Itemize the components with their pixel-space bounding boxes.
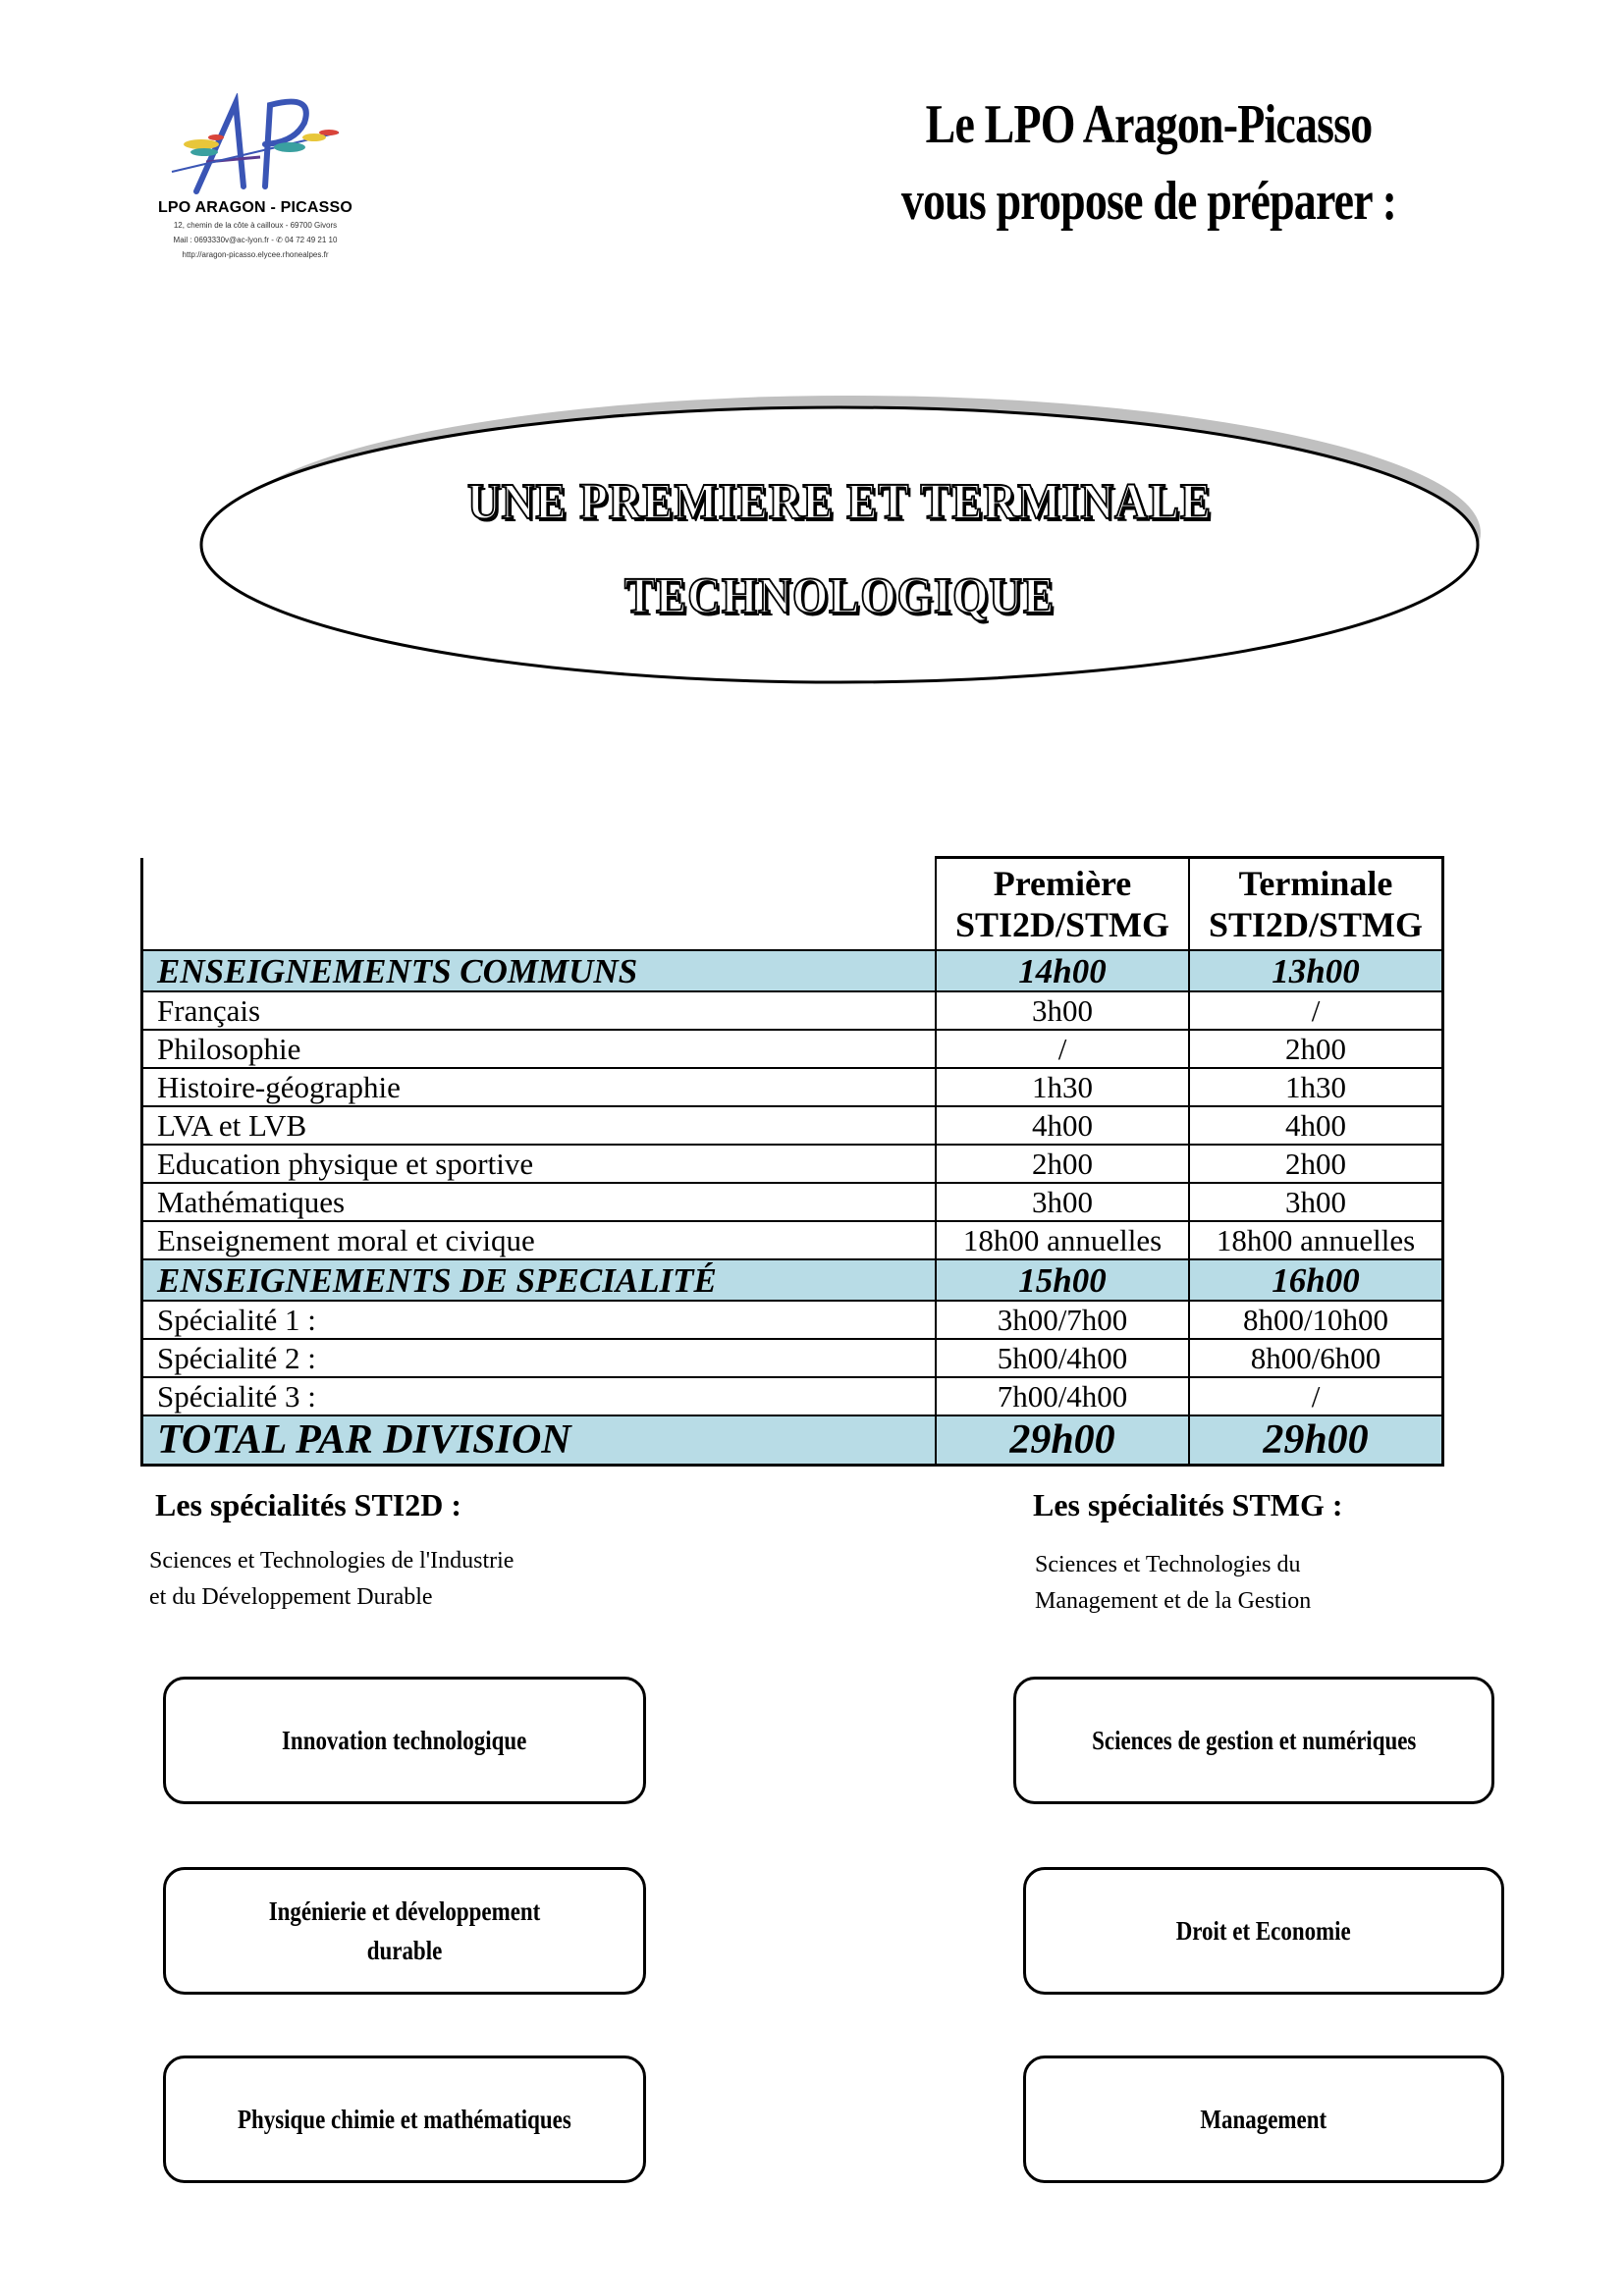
stmg-specialty-box xyxy=(1013,1677,1494,1804)
banner-line-1: UNE PREMIERE ET TERMINALE xyxy=(466,474,1212,530)
total-row xyxy=(142,1415,1443,1466)
stmg-specialty-box xyxy=(1023,2056,1504,2183)
header-terminale xyxy=(1189,858,1443,951)
terminale-cell: 2h00 xyxy=(1189,1030,1443,1068)
header-blank-cell xyxy=(142,858,937,951)
subject-cell: Français xyxy=(142,991,937,1030)
specialty-label: Droit et Economie xyxy=(1175,1916,1352,1946)
section-premiere-hours: 14h00 xyxy=(936,950,1189,991)
subject-cell: Mathématiques xyxy=(142,1183,937,1221)
school-logo xyxy=(147,93,363,270)
subject-cell: Education physique et sportive xyxy=(142,1145,937,1183)
sti2d-title: Les spécialités STI2D : xyxy=(155,1487,461,1522)
premiere-cell: 7h00/4h00 xyxy=(936,1377,1189,1415)
sti2d-desc-line-1: Sciences et Technologies de l'Industrie xyxy=(149,1548,514,1574)
terminale-cell: 18h00 annuelles xyxy=(1189,1221,1443,1259)
table-row xyxy=(142,1377,1443,1415)
stmg-description xyxy=(1035,1547,1311,1620)
premiere-cell: 18h00 annuelles xyxy=(936,1221,1189,1259)
subject-cell: Spécialité 2 : xyxy=(142,1339,937,1377)
subject-cell: Spécialité 1 : xyxy=(142,1301,937,1339)
specialty-label: Management xyxy=(1200,2105,1327,2134)
premiere-cell: 3h00/7h00 xyxy=(936,1301,1189,1339)
header-premiere xyxy=(936,858,1189,951)
subject-cell: Philosophie xyxy=(142,1030,937,1068)
section-premiere-hours: 15h00 xyxy=(936,1259,1189,1301)
header-premiere-line1: Première xyxy=(993,864,1132,903)
banner-ellipse-shape xyxy=(196,393,1483,687)
specialty-label: Sciences de gestion et numériques xyxy=(1091,1726,1417,1755)
subject-cell: Spécialité 3 : xyxy=(142,1377,937,1415)
subject-cell: LVA et LVB xyxy=(142,1106,937,1145)
specialty-label: Innovation technologique xyxy=(282,1726,527,1755)
terminale-cell: 8h00/6h00 xyxy=(1189,1339,1443,1377)
premiere-cell: 4h00 xyxy=(936,1106,1189,1145)
total-premiere: 29h00 xyxy=(936,1415,1189,1466)
table-row xyxy=(142,1030,1443,1068)
table-row xyxy=(142,1068,1443,1106)
table-row xyxy=(142,991,1443,1030)
premiere-cell: 1h30 xyxy=(936,1068,1189,1106)
section-label: ENSEIGNEMENTS COMMUNS xyxy=(142,950,937,991)
header-terminale-line2: STI2D/STMG xyxy=(1208,905,1424,944)
logo-website: http://aragon-picasso.elycee.rhonealpes.fr xyxy=(182,250,329,259)
specialty-label: Ingénierie et développement durable xyxy=(268,1896,541,1965)
logo-contact: Mail : 0693330v@ac-lyon.fr - ✆ 04 72 49 21 10 xyxy=(173,236,338,244)
headline-line-1: Le LPO Aragon-Picasso xyxy=(925,94,1373,155)
headline-line-2: vous propose de préparer : xyxy=(900,171,1397,232)
premiere-cell: 5h00/4h00 xyxy=(936,1339,1189,1377)
premiere-cell: 2h00 xyxy=(936,1145,1189,1183)
total-label: TOTAL PAR DIVISION xyxy=(142,1415,937,1466)
stmg-title: Les spécialités STMG : xyxy=(1033,1487,1343,1522)
stmg-specialty-box xyxy=(1023,1867,1504,1995)
terminale-cell: 3h00 xyxy=(1189,1183,1443,1221)
premiere-cell: 3h00 xyxy=(936,1183,1189,1221)
terminale-cell: / xyxy=(1189,991,1443,1030)
table-row xyxy=(142,1339,1443,1377)
headline xyxy=(899,86,1398,240)
premiere-cell: 3h00 xyxy=(936,991,1189,1030)
table-row xyxy=(142,1221,1443,1259)
total-terminale: 29h00 xyxy=(1189,1415,1443,1466)
sti2d-desc-line-2: et du Développement Durable xyxy=(149,1584,433,1610)
title-banner xyxy=(196,393,1483,687)
logo-school-name: LPO ARAGON - PICASSO xyxy=(157,199,353,216)
ap-logo-mark-icon xyxy=(167,93,344,196)
terminale-cell: 1h30 xyxy=(1189,1068,1443,1106)
table-row xyxy=(142,1106,1443,1145)
section-row-common xyxy=(142,950,1443,991)
section-row-specialty xyxy=(142,1259,1443,1301)
section-terminale-hours: 13h00 xyxy=(1189,950,1443,991)
table-header-row xyxy=(142,858,1443,951)
subject-cell: Histoire-géographie xyxy=(142,1068,937,1106)
stmg-desc-line-2: Management et de la Gestion xyxy=(1035,1588,1312,1614)
terminale-cell: / xyxy=(1189,1377,1443,1415)
sti2d-specialty-box xyxy=(163,1677,646,1804)
logo-address: 12, chemin de la côte à cailloux - 69700 Givors xyxy=(173,221,338,230)
section-label: ENSEIGNEMENTS DE SPECIALITÉ xyxy=(142,1259,937,1301)
sti2d-specialty-box xyxy=(163,2056,646,2183)
stmg-desc-line-1: Sciences et Technologies du xyxy=(1035,1552,1301,1577)
table-row xyxy=(142,1145,1443,1183)
subject-cell: Enseignement moral et civique xyxy=(142,1221,937,1259)
sti2d-description xyxy=(149,1543,514,1616)
terminale-cell: 4h00 xyxy=(1189,1106,1443,1145)
table-row xyxy=(142,1301,1443,1339)
specialty-label: Physique chimie et mathématiques xyxy=(238,2105,571,2134)
terminale-cell: 8h00/10h00 xyxy=(1189,1301,1443,1339)
header-premiere-line2: STI2D/STMG xyxy=(954,905,1170,944)
header-terminale-line1: Terminale xyxy=(1238,864,1393,903)
banner-line-2: TECHNOLOGIQUE xyxy=(623,568,1056,624)
premiere-cell: / xyxy=(936,1030,1189,1068)
section-terminale-hours: 16h00 xyxy=(1189,1259,1443,1301)
sti2d-specialty-box xyxy=(163,1867,646,1995)
table-row xyxy=(142,1183,1443,1221)
terminale-cell: 2h00 xyxy=(1189,1145,1443,1183)
hours-table xyxy=(140,856,1444,1467)
